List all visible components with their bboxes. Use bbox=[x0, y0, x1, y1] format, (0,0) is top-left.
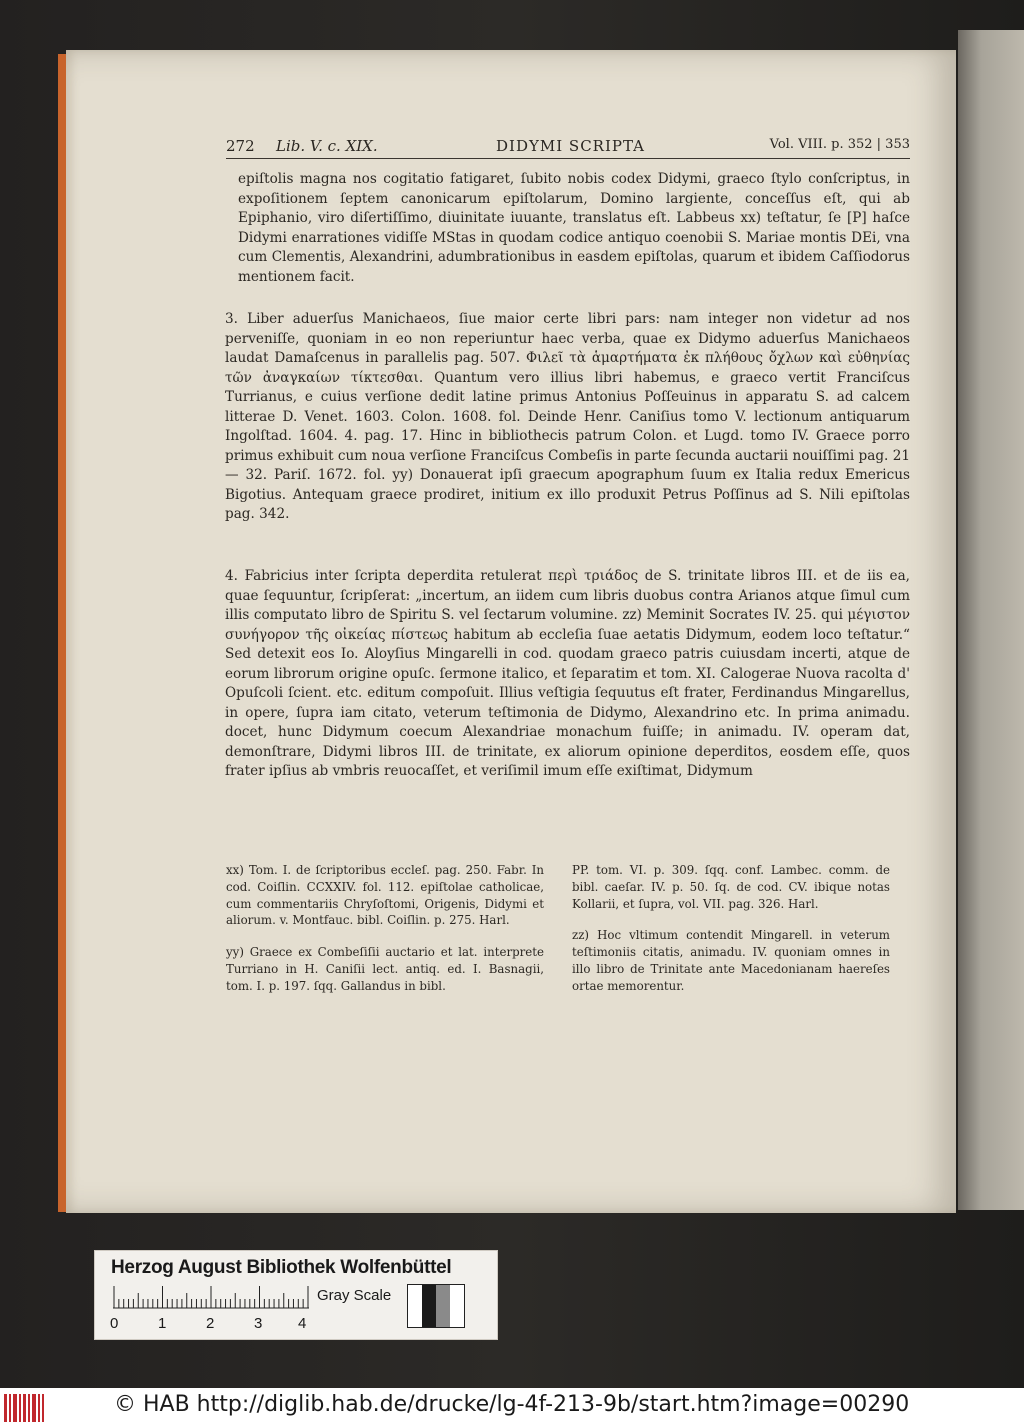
body-paragraph-4 bbox=[225, 567, 910, 782]
color-calibration-card bbox=[94, 1250, 498, 1340]
page-number: 272 bbox=[226, 137, 255, 155]
adjacent-page-edge bbox=[958, 30, 1024, 1210]
volume-reference: Vol. VIII. p. 352 | 353 bbox=[769, 137, 910, 152]
footnote: xx) Tom. I. de ſcriptoribus eccleſ. pag. 250. Fabr. In cod. Coiſlin. CCXXIV. fol. 112. epiſtolae catholicae, cum commentariis Chryſoſtomi, Origenis, Didymi et aliorum. v. Montfauc. bibl. Coiſlin. p. 275. Harl. bbox=[226, 863, 544, 928]
footnotes-right-column bbox=[572, 862, 890, 1010]
paragraph-text: epiſtolis magna nos cogitatio fatigaret, ſubito nobis codex Didymi, graeco ſtylo conſcriptus, in expoſitionem ſeptem canonicarum epiſtolarum, Domino largiente, conceſſus eſt, qui ab Epiphanio, viro diſertiſſimo, diuinitate iuuante, translatus eſt. Labbeus xx) teſtatur, ſe [P] haſce Didymi enarrationes vidiſſe MStas in quodam codice antiquo coenobii S. Mariae montis DEi, vna cum Clementis, Alexandrini, adumbrationibus in easdem epiſtolas, quarum et ibidem Caſſiodorus mentionem facit. bbox=[238, 171, 910, 285]
ruler-number: 1 bbox=[158, 1315, 167, 1332]
footnote: PP. tom. VI. p. 309. ſqq. conf. Lambec. comm. de bibl. caeſar. IV. p. 50. ſq. de cod. CV. ibique notas Kollarii, et ſupra, vol. VII. pag. 326. Harl. bbox=[572, 863, 890, 911]
footnote: zz) Hoc vltimum contendit Mingarell. in veterum teſtimoniis citatis, animadu. IV. quoniam omnes in illo libro de Trinitate ante Macedonianam haereſes ortae memorentur. bbox=[572, 928, 890, 993]
header-rule bbox=[226, 158, 910, 159]
paragraph-number: 4. bbox=[225, 568, 238, 584]
footnotes-left-column bbox=[226, 862, 544, 1010]
body-paragraph-3 bbox=[225, 310, 910, 525]
gray-scale-label: Gray Scale bbox=[317, 1287, 392, 1304]
paragraph-text: Fabricius inter ſcripta deperdita retulerat περὶ τριάδος de S. trinitate libros III. et de iis ea, quae ſequuntur, ſcripſerat: „incertum, an iidem cum libris duobus contra Arianos atque ſimul cum illis computato libro de Spiritu S. vel ſectarum volumine. zz) Meminit Socrates IV. 25. qui μέγιστον συνήγορον τῆς οἰκείας πίστεως habitum ab eccleſia ſuae aetatis Didymum, eodem loco teſtatur.“ Sed detexit eos Io. Aloyſius Mingarelli in cod. quodam graeco patris cuiusdam incerti, atque de eorum librorum origine opuſc. ſermone italico, et ſeparatim et tom. XI. Calogerae Nuova racolta d' Opuſcoli ſcient. etc. editum compoſuit. Illius veſtigia ſequutus eſt frater, Ferdinandus Mingarellus, in opere, ſupra iam citato, veterum teſtimonia de Didymo, Alexandrino etc. In prima animadu. docet, hunc Didymum coecum Alexandriae monachum fuiſſe; in animadu. IV. operam dat, demonſtrare, Didymi libros III. de trinitate, ex aliorum opinione deperditos, eosdem eſſe, quos frater ipſius ab vmbris reuocaſſet, et veriſimil imum eſſe exiſtimat, Didymum bbox=[225, 568, 910, 779]
institution-name: Herzog August Bibliothek Wolfenbüttel bbox=[111, 1257, 452, 1278]
body-paragraph bbox=[238, 170, 910, 287]
ruler-number: 0 bbox=[110, 1315, 119, 1332]
ruler-number: 3 bbox=[254, 1315, 263, 1332]
ruler-scale bbox=[113, 1285, 309, 1309]
source-url-link[interactable]: © HAB http://diglib.hab.de/drucke/lg-4f-213-9b/start.htm?image=00290 bbox=[114, 1392, 910, 1417]
paragraph-text: Liber aduerſus Manichaeos, ſiue maior certe libri pars: nam integer non videtur ad nos perveniſſe, quoniam in eo non reperiuntur haec verba, quae ex Didymo aduerſus Manichaeos laudat Damaſcenus in parallelis pag. 507. Φιλεῖ τὰ ἁμαρτήματα ἐκ πλήθους ὄχλων καὶ εὐθηνίας τῶν ἀναγκαίων τίκτεσθαι. Quantum vero illius libri habemus, e graeco vertit Franciſcus Turrianus, e cuius verſione dedit latine primus Antonius Poſſeuinus in apparatu S. ad calcem litterae D. Venet. 1603. Colon. 1608. fol. Deinde Henr. Caniſius tomo V. lectionum antiquarum Ingolſtad. 1604. 4. pag. 17. Hinc in bibliothecis patrum Colon. et Lugd. tomo IV. Graece porro primus exhibuit cum noua verſione Franciſcus Combeſis in parte ſecunda auctarii nouiſſimi pag. 21 — 32. Pariſ. 1672. fol. yy) Donauerat ipſi graecum apographum ſuum ex Italia redux Emericus Bigotius. Antequam graece prodiret, initium ex illo produxit Petrus Poſſinus ad S. Nili epiſtolas pag. 342. bbox=[225, 311, 911, 522]
footnote: yy) Graece ex Combeſiſii auctario et lat. interprete Turriano in H. Caniſii lect. antiq. ed. I. Basnagii, tom. I. p. 197. ſqq. Gallandus in bibl. bbox=[226, 945, 544, 993]
paragraph-number: 3. bbox=[225, 311, 238, 327]
ruler-number: 4 bbox=[298, 1315, 307, 1332]
gray-scale-swatch bbox=[407, 1284, 465, 1328]
running-header bbox=[226, 137, 910, 159]
running-title: DIDYMI SCRIPTA bbox=[496, 137, 646, 155]
chapter-reference: Lib. V. c. XIX. bbox=[276, 137, 378, 155]
source-footer bbox=[0, 1388, 1024, 1428]
ruler-number: 2 bbox=[206, 1315, 215, 1332]
barcode-icon bbox=[2, 1392, 46, 1424]
